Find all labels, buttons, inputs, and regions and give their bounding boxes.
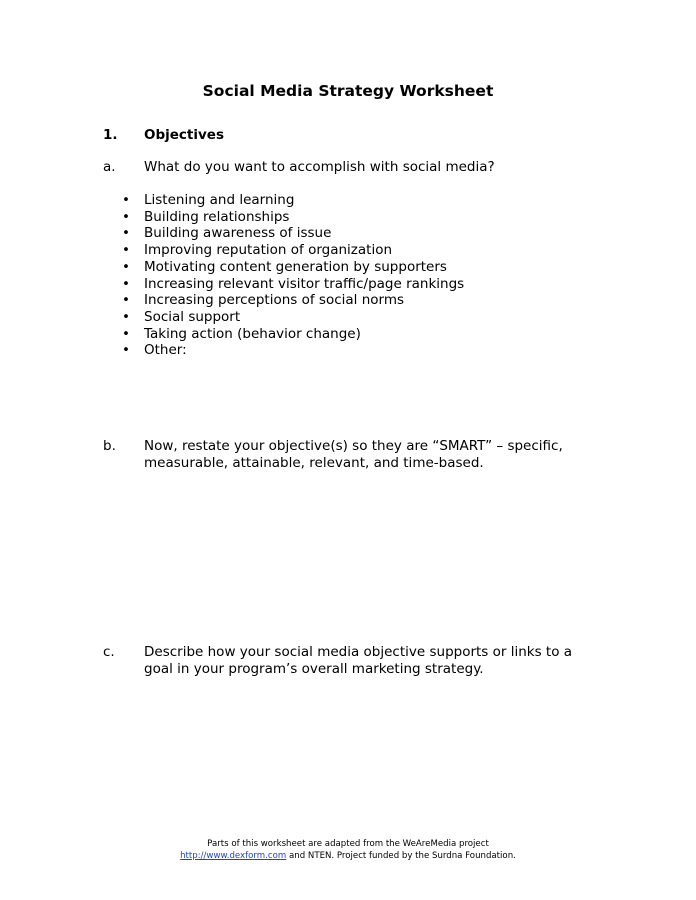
list-item: • Increasing relevant visitor traffic/page rankings bbox=[122, 275, 465, 292]
bullet-icon: • bbox=[122, 208, 130, 225]
footer-credits bbox=[0, 838, 696, 862]
section-heading: Objectives bbox=[144, 127, 224, 143]
footer-line-2-text: and NTEN. Project funded by the Surdna Foundation. bbox=[286, 851, 516, 861]
footer-line-1: Parts of this worksheet are adapted from the WeAreMedia project bbox=[207, 839, 489, 849]
list-item: • Other: bbox=[122, 342, 187, 359]
question-c-letter: c. bbox=[103, 644, 115, 660]
objectives-list bbox=[122, 192, 464, 359]
list-item: • Improving reputation of organization bbox=[122, 242, 393, 259]
bullet-icon: • bbox=[122, 292, 130, 309]
question-a-text: What do you want to accomplish with social media? bbox=[144, 159, 495, 175]
question-b-letter: b. bbox=[103, 438, 116, 454]
question-c-text: Describe how your social media objective supports or links to a goal in your program’s overall marketing strategy. bbox=[144, 644, 573, 677]
bullet-icon: • bbox=[122, 225, 130, 242]
list-item: • Social support bbox=[122, 308, 241, 325]
bullet-icon: • bbox=[122, 192, 130, 208]
list-item: • Listening and learning bbox=[122, 192, 295, 208]
footer-line-2 bbox=[0, 850, 696, 862]
list-item: • Taking action (behavior change) bbox=[122, 325, 361, 342]
bullet-icon: • bbox=[122, 342, 130, 359]
page-title: Social Media Strategy Worksheet bbox=[202, 82, 494, 100]
footer-link[interactable]: http://www.dexform.com bbox=[180, 851, 287, 861]
list-item: • Motivating content generation by supporters bbox=[122, 258, 447, 275]
question-a-letter: a. bbox=[103, 159, 116, 175]
bullet-icon: • bbox=[122, 258, 130, 275]
question-b-text: Now, restate your objective(s) so they are “SMART” – specific, measurable, attainable, relevant, and time-based. bbox=[144, 438, 563, 471]
section-number: 1. bbox=[103, 127, 118, 143]
bullet-icon: • bbox=[122, 325, 130, 342]
bullet-icon: • bbox=[122, 275, 130, 292]
list-item: • Building relationships bbox=[122, 208, 290, 225]
bullet-icon: • bbox=[122, 242, 130, 259]
list-item: • Building awareness of issue bbox=[122, 225, 332, 242]
list-item: • Increasing perceptions of social norms bbox=[122, 292, 405, 309]
bullet-icon: • bbox=[122, 308, 130, 325]
